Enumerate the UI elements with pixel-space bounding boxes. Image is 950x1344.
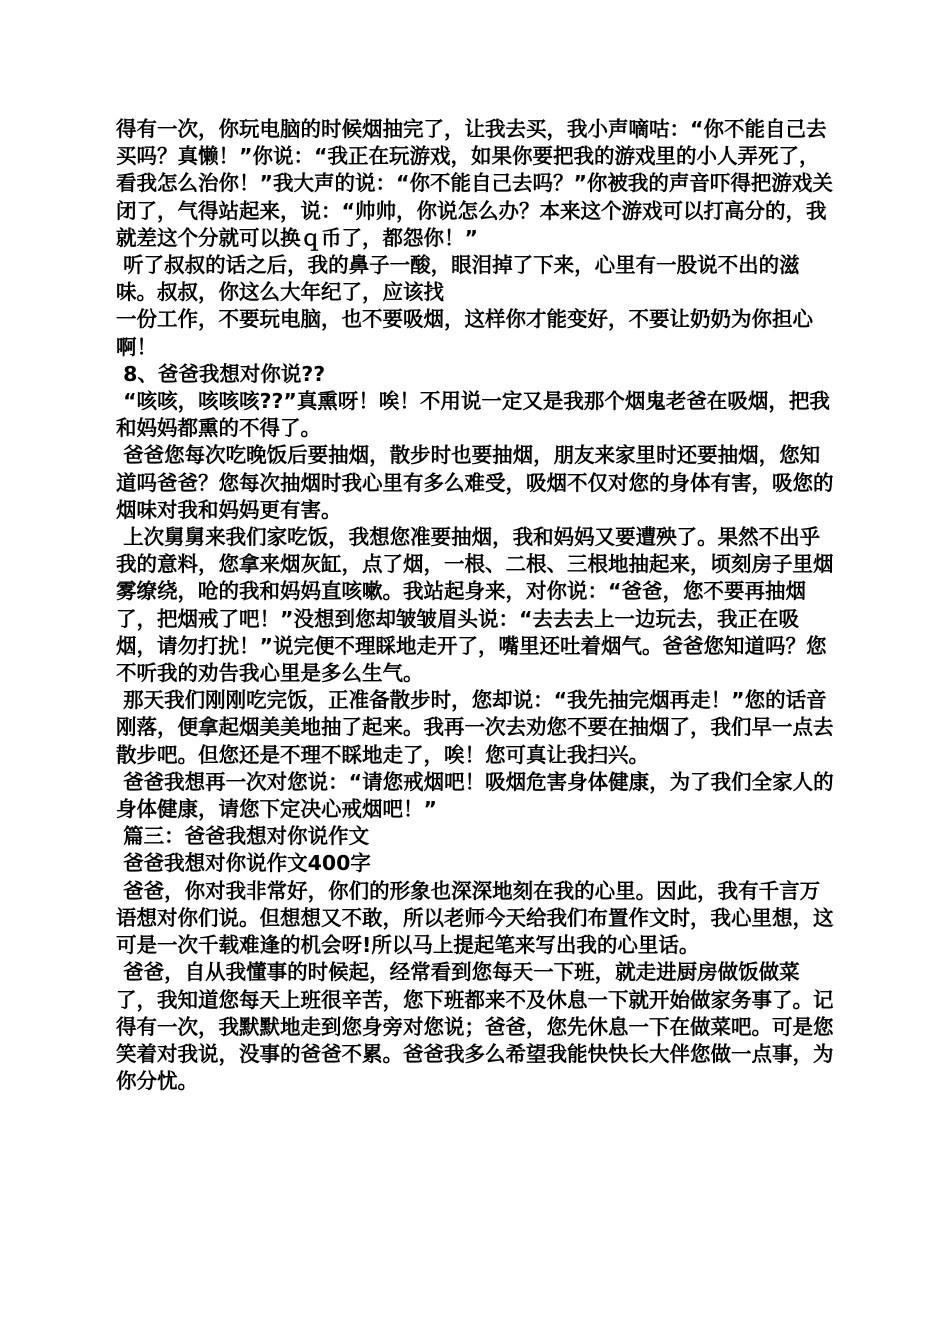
paragraph-cough: “咳咳，咳咳咳??”真熏呀！唉！不用说一定又是我那个烟鬼老爸在吸烟，把我和妈妈都熏的不得了。: [116, 389, 830, 441]
section-heading-part3: 篇三：爸爸我想对你说作文: [116, 824, 370, 849]
paragraph-uncle-words: 听了叔叔的话之后，我的鼻子一酸，眼泪掉了下来，心里有一股说不出的滋味。叔叔，你这么大年纪了，应该找: [116, 253, 800, 305]
paragraph-dad-kind: 爸爸，你对我非常好，你们的形象也深深地刻在我的心里。因此，我有千言万语想对你们说。但想想又不敢，所以老师今天给我们布置作文时，我心里想，这可是一次千载难逢的机会呀!所以马上提起笔来写出我的心里话。: [116, 878, 834, 958]
document-body: [116, 116, 838, 1095]
paragraph-smoking-game: 得有一次，你玩电脑的时候烟抽完了，让我去买，我小声嘀咕：“你不能自己去买吗？真懒！”你说：“我正在玩游戏，如果你要把我的游戏里的小人弄死了，看我怎么治你！”我大声的说：“你不能自己去吗？”你被我的声音吓得把游戏关闭了，气得站起来，说：“帅帅，你说怎么办？本来这个游戏可以打高分的，我就差这个分就可以换ｑ币了，都怨你！”: [116, 117, 833, 250]
section-heading-8: 8、爸爸我想对你说??: [116, 361, 326, 386]
paragraph-uncle-visit: 上次舅舅来我们家吃饭，我想您准要抽烟，我和妈妈又要遭殃了。果然不出乎我的意料，您拿来烟灰缸，点了烟，一根、二根、三根地抽起来，顷刻房子里烟雾缭绕，呛的我和妈妈直咳嗽。我站起身来，对你说：“爸爸，您不要再抽烟了，把烟戒了吧！”没想到您却皱皱眉头说：“去去去上一边玩去，我正在吸烟，请勿打扰！”说完便不理睬地走开了，嘴里还吐着烟气。爸爸您知道吗？您不听我的劝告我心里是多么生气。: [116, 525, 834, 686]
paragraph-find-job: 一份工作，不要玩电脑，也不要吸烟，这样你才能变好，不要让奶奶为你担心啊！: [116, 307, 813, 359]
paragraph-every-meal: 爸爸您每次吃晚饭后要抽烟，散步时也要抽烟，朋友来家里时还要抽烟，您知道吗爸爸？您每次抽烟时我心里有多么难受，吸烟不仅对您的身体有害，吸您的烟味对我和妈妈更有害。: [116, 443, 834, 522]
paragraph-quit-plea: 爸爸我想再一次对您说：“请您戒烟吧！吸烟危害身体健康，为了我们全家人的身体健康，请您下定决心戒烟吧！”: [116, 769, 834, 822]
paragraph-dad-cooking: 爸爸，自从我懂事的时候起，经常看到您每天一下班，就走进厨房做饭做菜了，我知道您每天上班很辛苦，您下班都来不及休息一下就开始做家务事了。记得有一次，我默默地走到您身旁对您说；爸爸，您先休息一下在做菜吧。可是您笑着对我说，没事的爸爸不累。爸爸我多么希望我能快快长大伴您做一点事，为你分忧。: [116, 960, 834, 1094]
paragraph-walk: 那天我们刚刚吃完饭，正准备散步时，您却说：“我先抽完烟再走！”您的话音刚落，便拿起烟美美地抽了起来。我再一次去劝您不要在抽烟了，我们早一点去散步吧。但您还是不理不睬地走了，唉！您可真让我扫兴。: [116, 688, 834, 767]
essay-title: 爸爸我想对你说作文400字: [116, 851, 371, 876]
